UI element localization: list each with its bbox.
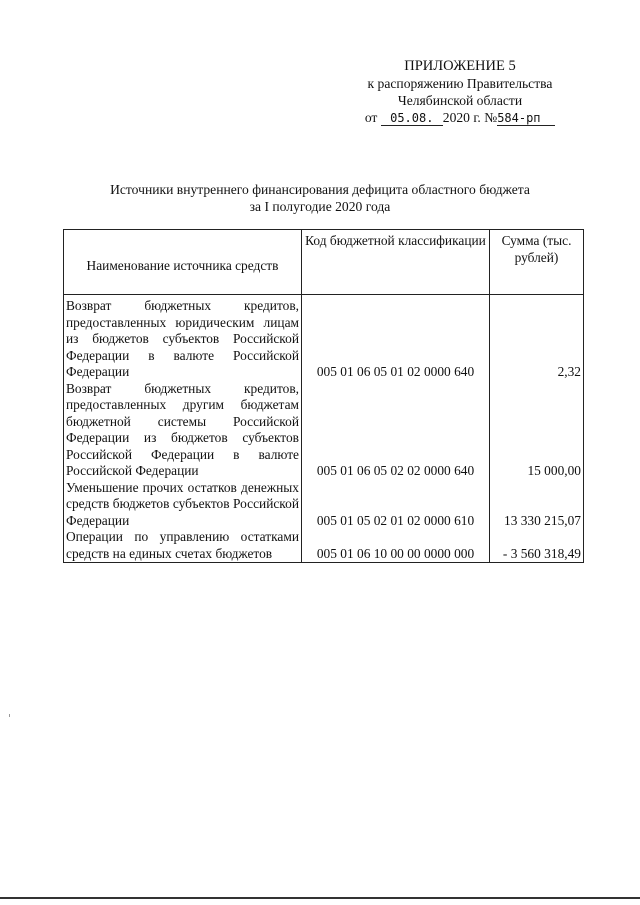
budget-code: 005 01 06 05 01 02 0000 640 [302, 295, 490, 381]
appendix-title: ПРИЛОЖЕНИЕ 5 [404, 58, 516, 74]
year-label: 2020 г. № [442, 110, 498, 125]
source-name: Возврат бюджетных кредитов, предоставленных другим бюджетам бюджетной системы Российской Федерации из бюджетов субъектов Российской Федерации в валюте Российской Федерации [64, 381, 302, 480]
amount: 2,32 [490, 295, 584, 381]
source-name: Возврат бюджетных кредитов, предоставленных юридическим лицам из бюджетов субъектов Российской Федерации в валюте Российской Федерации [64, 295, 302, 381]
column-header-code: Код бюджетной классификации [302, 230, 490, 295]
source-name: Операции по управлению остатками средств на единых счетах бюджетов [64, 529, 302, 563]
date-number-line [340, 109, 580, 126]
document-header [340, 58, 580, 126]
budget-code: 005 01 06 10 00 00 0000 000 [302, 529, 490, 563]
scan-margin-mark [9, 714, 10, 717]
decree-line: к распоряжению Правительства [367, 76, 553, 91]
financing-sources-table [63, 229, 584, 563]
source-name: Уменьшение прочих остатков денежных средств бюджетов субъектов Российской Федерации [64, 480, 302, 530]
region-line: Челябинской области [397, 93, 523, 108]
number-field: 584-рп [497, 112, 555, 126]
column-header-name: Наименование источника средств [64, 230, 302, 295]
title-line-2: за I полугодие 2020 года [249, 199, 391, 214]
budget-code: 005 01 05 02 01 02 0000 610 [302, 480, 490, 530]
table-header-row [64, 230, 584, 295]
document-title [20, 181, 620, 215]
table-row [64, 529, 584, 563]
table-row [64, 480, 584, 530]
table-row [64, 381, 584, 480]
date-field: 05.08. [381, 112, 443, 126]
title-line-1: Источники внутреннего финансирования дефицита областного бюджета [110, 182, 530, 197]
date-prefix: от [364, 110, 378, 125]
table-row [64, 295, 584, 381]
scan-bottom-edge [0, 897, 640, 899]
amount: 13 330 215,07 [490, 480, 584, 530]
column-header-sum: Сумма (тыс. рублей) [490, 230, 584, 295]
budget-code: 005 01 06 05 02 02 0000 640 [302, 381, 490, 480]
amount: 15 000,00 [490, 381, 584, 480]
amount: - 3 560 318,49 [490, 529, 584, 563]
